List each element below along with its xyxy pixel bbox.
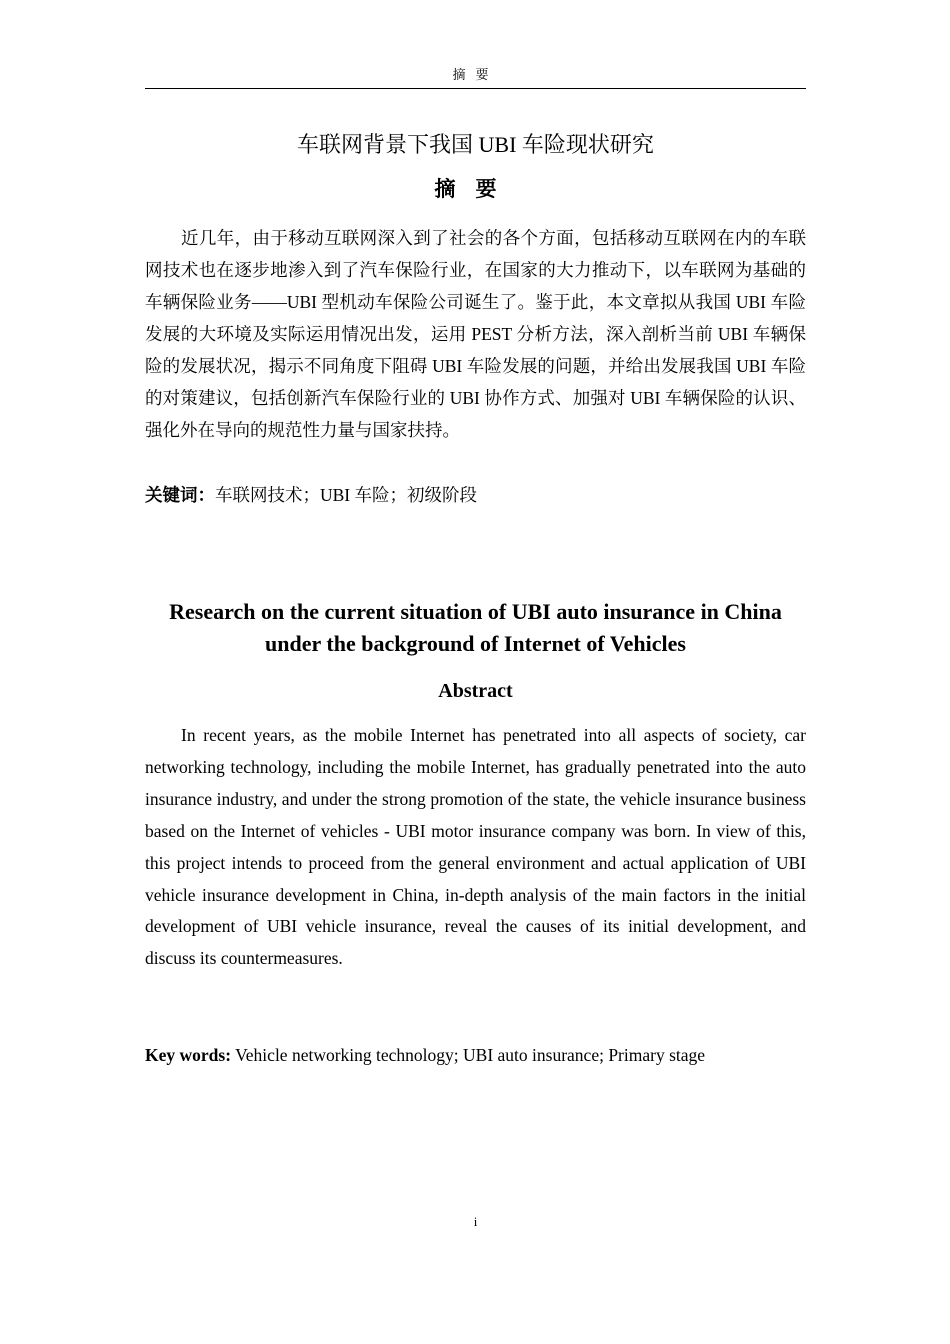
english-abstract-body: In recent years, as the mobile Internet has penetrated into all aspects of society, car networking technology, including the mobile Internet, has gradually penetrated into the auto insurance industry, and under the strong promotion of the state, the vehicle insurance business based on the Internet of vehicles - UBI motor insurance company was born. In view of this, this project intends to proceed from the general environment and actual application of UBI vehicle insurance development in China, in-depth analysis of the main factors in the initial development of UBI vehicle insurance, reveal the causes of its initial development, and discuss its countermeasures. bbox=[145, 725, 806, 969]
english-abstract-heading: Abstract bbox=[438, 680, 513, 702]
page-number: i bbox=[473, 1214, 478, 1229]
chinese-keywords-text: 车联网技术；UBI 车险；初级阶段 bbox=[215, 485, 478, 505]
chinese-abstract-body: 近几年，由于移动互联网深入到了社会的各个方面，包括移动互联网在内的车联网技术也在逐步地渗入到了汽车保险行业，在国家的大力推动下，以车联网为基础的车辆保险业务——UBI 型机动车保险公司诞生了。鉴于此，本文章拟从我国 UBI 车险发展的大环境及实际运用情况出发，运用 PEST 分析方法，深入剖析当前 UBI 车辆保险的发展状况，揭示不同角度下阻碍 UBI 车险发展的问题，并给出发展我国 UBI 车险的对策建议，包括创新汽车保险行业的 UBI 协作方式、加强对 UBI 车辆保险的认识、强化外在导向的规范性力量与国家扶持。 bbox=[145, 228, 806, 440]
english-title: Research on the current situation of UBI auto insurance in China under the background of Internet of Vehicles bbox=[169, 599, 782, 656]
chinese-keywords-label: 关键词： bbox=[145, 485, 215, 505]
chinese-abstract-heading: 摘要 bbox=[434, 177, 517, 201]
english-keywords-label: Key words: bbox=[145, 1045, 232, 1065]
english-keywords-text: Vehicle networking technology; UBI auto insurance; Primary stage bbox=[235, 1045, 706, 1065]
chinese-keywords bbox=[145, 480, 806, 510]
english-keywords bbox=[145, 1040, 806, 1070]
running-header: 摘要 bbox=[145, 62, 806, 89]
chinese-title: 车联网背景下我国 UBI 车险现状研究 bbox=[297, 132, 654, 157]
